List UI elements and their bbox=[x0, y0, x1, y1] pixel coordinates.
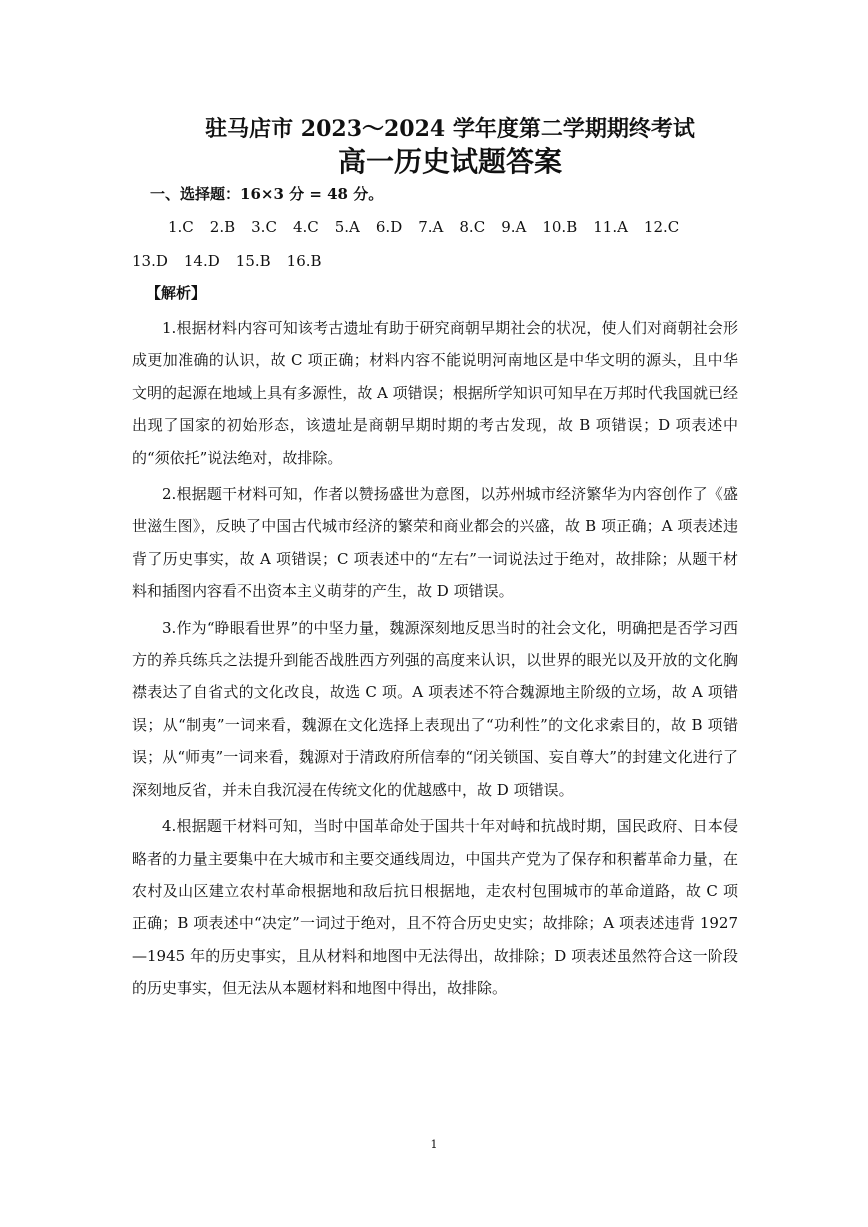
answer-item: 15.B bbox=[235, 252, 271, 270]
answer-row-2 bbox=[132, 244, 772, 278]
answer-key bbox=[132, 210, 772, 278]
answer-item: 1.C bbox=[168, 218, 194, 236]
answer-item: 8.C bbox=[459, 218, 486, 236]
answer-item: 11.A bbox=[593, 218, 628, 236]
answer-item: 16.B bbox=[286, 252, 322, 270]
answer-item: 3.C bbox=[251, 218, 277, 236]
explanations bbox=[132, 312, 738, 1009]
section-heading-multiple-choice: 一、选择题：16×3 分 = 48 分。 bbox=[150, 185, 384, 203]
explanation-paragraph-1: 1.根据材料内容可知该考古遗址有助于研究商朝早期社会的状况，使人们对商朝社会形成更加准确的认识，故 C 项正确；材料内容不能说明河南地区是中华文明的源头，且中华文明的起源在地域上具有多源性，故 A 项错误；根据所学知识可知早在万邦时代我国就已经出现了国家的初始形态，该遗址是商朝早期时期的考古发现，故 B 项错误；D 项表述中的“须依托”说法绝对，故排除。 bbox=[132, 319, 738, 467]
answer-item: 2.B bbox=[209, 218, 236, 236]
page-number: 1 bbox=[430, 1138, 438, 1151]
document-subtitle: 高一历史试题答案 bbox=[337, 145, 562, 178]
answer-item: 12.C bbox=[643, 218, 680, 236]
answer-item: 13.D bbox=[132, 252, 168, 270]
answer-row-1 bbox=[132, 210, 772, 244]
explanation-paragraph-2: 2.根据题干材料可知，作者以赞扬盛世为意图，以苏州城市经济繁华为内容创作了《盛世滋生图》，反映了中国古代城市经济的繁荣和商业都会的兴盛，故 B 项正确；A 项表述违背了历史事实，故 A 项错误；C 项表述中的“左右”一词说法过于绝对，故排除；从题干材料和插图内容看不出资本主义萌芽的产生，故 D 项错误。 bbox=[132, 485, 738, 601]
answer-item: 7.A bbox=[418, 218, 444, 236]
answer-item: 4.C bbox=[292, 218, 319, 236]
answer-item: 14.D bbox=[183, 252, 220, 270]
answer-item: 6.D bbox=[375, 218, 403, 236]
explanation-paragraph-3: 3.作为“睁眼看世界”的中坚力量，魏源深刻地反思当时的社会文化，明确把是否学习西方的养兵练兵之法提升到能否战胜西方列强的高度来认识，以世界的眼光以及开放的文化胸襟表达了自省式的文化改良，故选 C 项。A 项表述不符合魏源地主阶级的立场，故 A 项错误；从“制夷”一词来看，魏源在文化选择上表现出了“功利性”的文化求索目的，故 B 项错误；从“师夷”一词来看，魏源对于清政府所信奉的“闭关锁国、妄自尊大”的封建文化进行了深刻地反省，并未自我沉浸在传统文化的优越感中，故 D 项错误。 bbox=[132, 618, 738, 799]
answer-item: 5.A bbox=[334, 218, 360, 236]
explanation-paragraph-4: 4.根据题干材料可知，当时中国革命处于国共十年对峙和抗战时期，国民政府、日本侵略者的力量主要集中在大城市和主要交通线周边，中国共产党为了保存和积蓄革命力量，在农村及山区建立农村革命根据地和敌后抗日根据地，走农村包围城市的革命道路，故 C 项正确；B 项表述中“决定”一词过于绝对，且不符合历史史实；故排除；A 项表述违背 1927—1945 年的历史事实，且从材料和地图中无法得出，故排除；D 项表述虽然符合这一阶段的历史事实，但无法从本题材料和地图中得出，故排除。 bbox=[132, 817, 738, 998]
answer-item: 10.B bbox=[542, 218, 578, 236]
document-title: 驻马店市 2023～2024 学年度第二学期期终考试 bbox=[205, 116, 695, 142]
explanation-heading: 【解析】 bbox=[146, 284, 207, 302]
answer-item: 9.A bbox=[501, 218, 527, 236]
